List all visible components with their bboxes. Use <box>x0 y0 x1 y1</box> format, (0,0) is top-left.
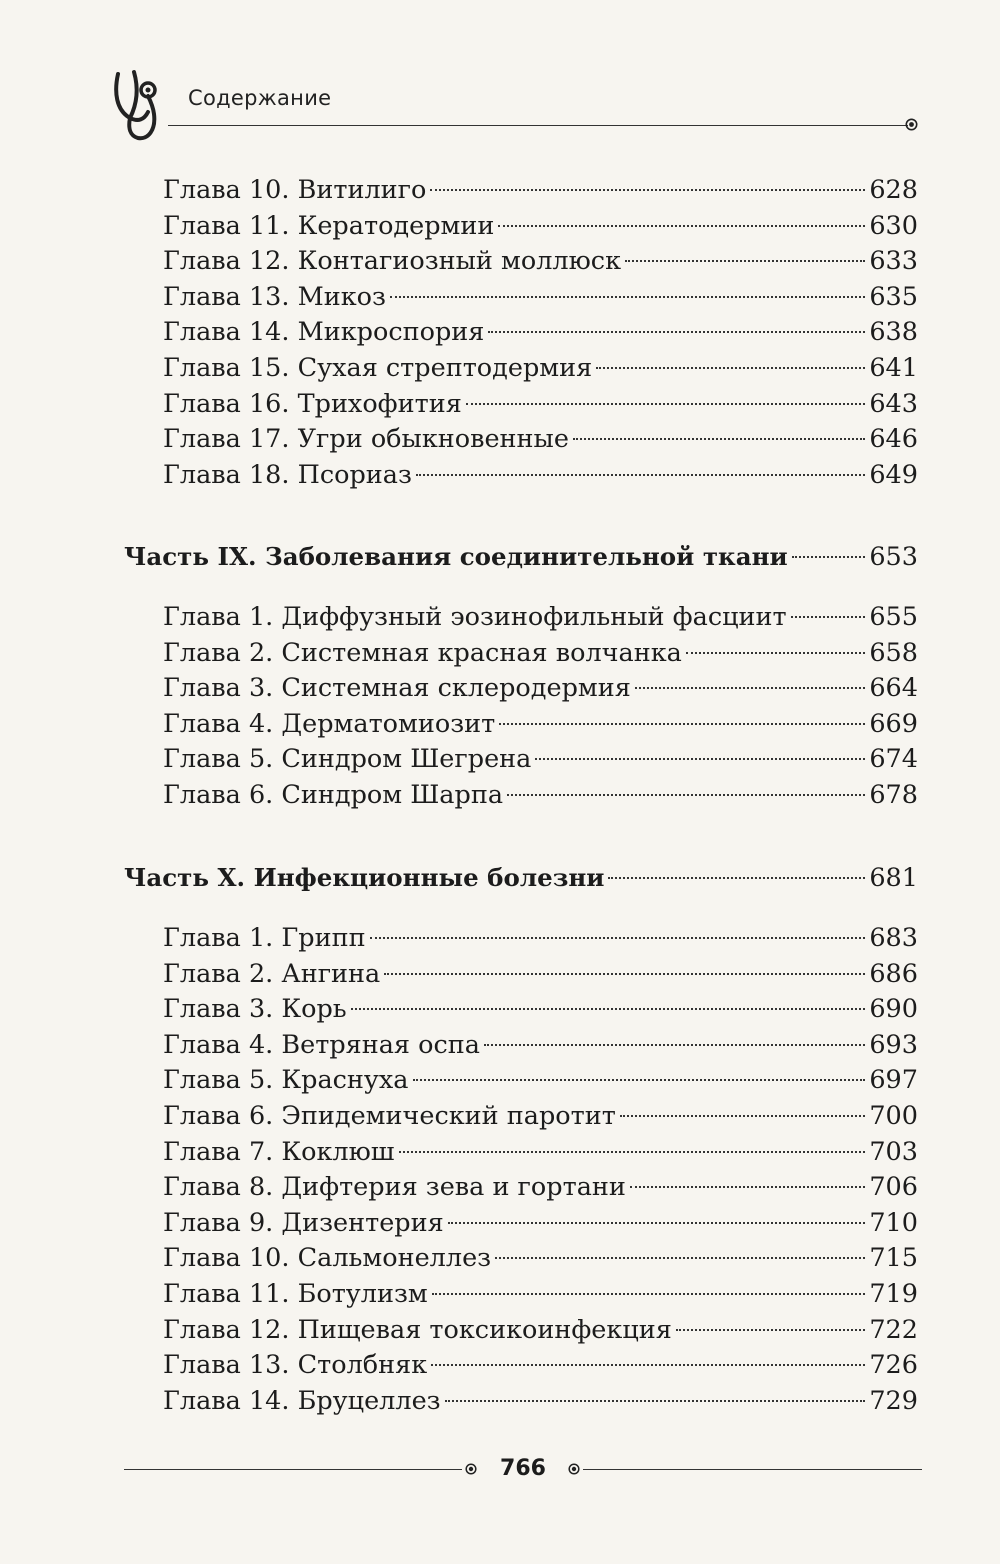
toc-chapter-entry-title: Глава 10. Витилиго <box>163 175 427 205</box>
toc-part-entry-title: Часть IX. Заболевания соединительной ткани <box>124 542 788 571</box>
toc-chapter-entry-title: Глава 2. Системная красная волчанка <box>163 637 682 668</box>
toc-chapter-entry[interactable] <box>163 173 918 207</box>
toc-chapter-entry-page-number: 719 <box>869 1279 918 1309</box>
dot-leader <box>390 296 865 298</box>
page-title: Содержание <box>188 86 332 110</box>
toc-chapter-entry[interactable] <box>163 957 918 991</box>
toc-chapter-entry-page-number: 686 <box>869 958 918 989</box>
toc-chapter-entry-page-number: 655 <box>869 602 918 632</box>
toc-chapter-entry-title: Глава 7. Коклюш <box>163 1136 395 1167</box>
toc-chapter-entry[interactable] <box>163 671 918 705</box>
toc-chapter-entry-title: Глава 17. Угри обыкновенные <box>163 424 569 455</box>
toc-chapter-entry[interactable] <box>163 636 918 670</box>
page-footer <box>124 1452 922 1486</box>
dot-leader <box>625 260 865 262</box>
dot-leader <box>507 794 865 796</box>
toc-chapter-entry[interactable] <box>163 778 918 812</box>
toc-chapter-entry-title: Глава 8. Дифтерия зева и гортани <box>163 1172 626 1203</box>
toc-chapter-entry-title: Глава 3. Корь <box>163 994 347 1025</box>
page-number: 766 <box>500 1456 546 1481</box>
toc-chapter-entry-page-number: 722 <box>869 1314 918 1345</box>
toc-chapter-entry[interactable] <box>163 992 918 1026</box>
toc-chapter-entry[interactable] <box>163 600 918 634</box>
dot-leader <box>620 1115 865 1117</box>
toc-chapter-entry-page-number: 669 <box>869 708 918 739</box>
dot-leader <box>413 1079 866 1081</box>
toc-chapter-entry[interactable] <box>163 1063 918 1097</box>
dot-leader <box>608 877 865 879</box>
toc-chapter-entry-title: Глава 4. Дерматомиозит <box>163 708 496 739</box>
toc-chapter-entry[interactable] <box>163 1277 918 1311</box>
toc-chapter-entry-title: Глава 3. Системная склеродермия <box>163 673 631 704</box>
toc-chapter-entry-page-number: 630 <box>869 210 918 241</box>
toc-chapter-entry-page-number: 710 <box>869 1207 918 1238</box>
toc-chapter-entry[interactable] <box>163 1241 918 1275</box>
toc-chapter-entry-title: Глава 9. Дизентерия <box>163 1207 444 1238</box>
toc-chapter-entry-title: Глава 1. Грипп <box>163 923 366 953</box>
toc-part-entry-page-number: 681 <box>869 863 918 893</box>
toc-chapter-entry-title: Глава 11. Кератодермии <box>163 210 495 241</box>
toc-chapter-entry-title: Глава 5. Синдром Шегрена <box>163 744 532 775</box>
toc-chapter-entry[interactable] <box>163 458 918 492</box>
dot-leader <box>351 1008 866 1010</box>
toc-chapter-entry-title: Глава 15. Сухая стрептодермия <box>163 353 593 383</box>
toc-chapter-entry-page-number: 678 <box>869 780 918 810</box>
toc-chapter-entry-page-number: 683 <box>869 923 918 953</box>
toc-chapter-entry-title: Глава 18. Псориаз <box>163 459 412 490</box>
dot-leader <box>495 1257 865 1259</box>
dot-leader <box>535 758 865 760</box>
dot-leader <box>484 1044 865 1046</box>
dot-leader <box>432 1293 866 1295</box>
toc-chapter-entry-title: Глава 16. Трихофития <box>163 388 462 419</box>
toc-chapter-entry[interactable] <box>163 422 918 456</box>
toc-chapter-entry-page-number: 700 <box>869 1101 918 1131</box>
toc-chapter-entry-page-number: 690 <box>869 994 918 1025</box>
dot-leader <box>466 403 866 405</box>
toc-chapter-entry-page-number: 703 <box>869 1136 918 1167</box>
dot-leader <box>416 474 865 476</box>
toc-chapter-entry-title: Глава 4. Ветряная оспа <box>163 1029 480 1060</box>
toc-chapter-entry-page-number: 693 <box>869 1029 918 1060</box>
dot-leader <box>445 1400 866 1402</box>
dot-leader <box>448 1222 866 1224</box>
toc-chapter-entry[interactable] <box>163 707 918 741</box>
toc-chapter-entry-page-number: 649 <box>869 459 918 490</box>
dot-leader <box>686 652 865 654</box>
toc-chapter-entry-page-number: 658 <box>869 637 918 668</box>
dot-leader <box>399 1151 866 1153</box>
dot-leader <box>430 189 865 191</box>
toc-chapter-entry-title: Глава 13. Столбняк <box>163 1350 428 1381</box>
toc-chapter-entry-page-number: 674 <box>869 744 918 775</box>
stethoscope-icon <box>108 62 172 142</box>
toc-chapter-entry-title: Глава 5. Краснуха <box>163 1065 409 1096</box>
toc-chapter-entry-title: Глава 6. Эпидемический паротит <box>163 1101 616 1131</box>
toc-chapter-entry-page-number: 729 <box>869 1385 918 1416</box>
dot-leader <box>498 225 865 227</box>
toc-chapter-entry[interactable] <box>163 1135 918 1169</box>
toc-chapter-entry-title: Глава 12. Контагиозный моллюск <box>163 246 622 277</box>
toc-chapter-entry[interactable] <box>163 1206 918 1240</box>
toc-part-entry[interactable] <box>124 540 918 574</box>
toc-chapter-entry[interactable] <box>163 1384 918 1418</box>
toc-chapter-entry[interactable] <box>163 387 918 421</box>
toc-chapter-entry[interactable] <box>163 351 918 385</box>
ornament-dot-icon <box>568 1463 580 1475</box>
dot-leader <box>499 723 865 725</box>
toc-chapter-entry-title: Глава 11. Ботулизм <box>163 1279 428 1309</box>
toc-chapter-entry[interactable] <box>163 280 918 314</box>
dot-leader <box>596 367 865 369</box>
toc-chapter-entry-title: Глава 14. Бруцеллез <box>163 1385 441 1416</box>
page-header <box>108 62 923 142</box>
dot-leader <box>573 438 865 440</box>
toc-chapter-entry-page-number: 643 <box>869 388 918 419</box>
footer-rule-right <box>583 1469 922 1470</box>
toc-chapter-entry[interactable] <box>163 921 918 955</box>
toc-chapter-entry-page-number: 664 <box>869 673 918 704</box>
toc-chapter-entry[interactable] <box>163 315 918 349</box>
toc-chapter-entry-title: Глава 14. Микроспория <box>163 317 485 348</box>
toc-chapter-entry-page-number: 638 <box>869 317 918 348</box>
toc-chapter-entry[interactable] <box>163 1348 918 1382</box>
toc-chapter-entry[interactable] <box>163 742 918 776</box>
toc-chapter-entry-title: Глава 12. Пищевая токсикоинфекция <box>163 1314 672 1345</box>
header-rule <box>168 125 908 126</box>
dot-leader <box>431 1364 865 1366</box>
toc-chapter-entry-page-number: 715 <box>869 1243 918 1274</box>
toc-chapter-entry-title: Глава 6. Синдром Шарпа <box>163 780 504 810</box>
dot-leader <box>370 937 866 939</box>
dot-leader <box>792 556 866 558</box>
toc-chapter-entry-page-number: 646 <box>869 424 918 455</box>
ornament-dot-icon <box>905 118 918 131</box>
toc-part-entry[interactable] <box>124 861 918 895</box>
toc-chapter-entry-title: Глава 1. Диффузный эозинофильный фасциит <box>163 602 787 632</box>
dot-leader <box>676 1329 866 1331</box>
toc-chapter-entry-title: Глава 13. Микоз <box>163 281 386 312</box>
dot-leader <box>384 973 865 975</box>
toc-chapter-entry-page-number: 697 <box>869 1065 918 1096</box>
toc-chapter-entry-page-number: 628 <box>869 175 918 205</box>
dot-leader <box>635 687 866 689</box>
toc-chapter-entry-page-number: 726 <box>869 1350 918 1381</box>
toc-chapter-entry-title: Глава 2. Ангина <box>163 958 381 989</box>
toc-chapter-entry-title: Глава 10. Сальмонеллез <box>163 1243 492 1274</box>
toc-part-entry-title: Часть X. Инфекционные болезни <box>124 863 605 892</box>
toc-chapter-entry[interactable] <box>163 1099 918 1133</box>
toc-chapter-entry[interactable] <box>163 1170 918 1204</box>
dot-leader <box>791 616 866 618</box>
dot-leader <box>630 1186 865 1188</box>
toc-part-entry-page-number: 653 <box>869 542 918 572</box>
dot-leader <box>488 331 865 333</box>
toc-chapter-entry-page-number: 633 <box>869 246 918 277</box>
toc-chapter-entry[interactable] <box>163 244 918 278</box>
toc-chapter-entry[interactable] <box>163 1313 918 1347</box>
toc-chapter-entry-page-number: 641 <box>869 353 918 383</box>
toc-chapter-entry-page-number: 635 <box>869 281 918 312</box>
toc-chapter-entry[interactable] <box>163 209 918 243</box>
toc-chapter-entry[interactable] <box>163 1028 918 1062</box>
toc-chapter-entry-page-number: 706 <box>869 1172 918 1203</box>
